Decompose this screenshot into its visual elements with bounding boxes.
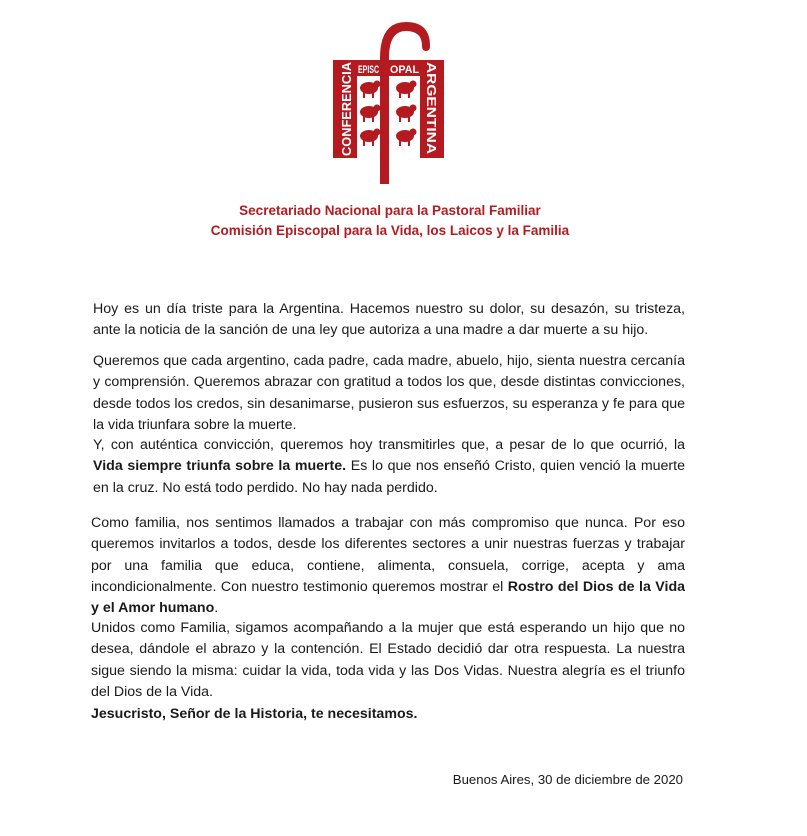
paragraph-3 <box>93 435 685 499</box>
paragraph-4-text-b: . <box>214 600 219 617</box>
closing-line: Jesucristo, Señor de la Historia, te necesitamos. <box>91 706 418 722</box>
logo-text-left: CONFERENCIA <box>339 60 354 156</box>
paragraph-1: Hoy es un día triste para la Argentina. Hacemos nuestro su dolor, su desazón, su tristeza, ante la noticia de la sanción de una ley que autoriza a una madre a dar muerte a su hijo. <box>93 301 685 339</box>
logo-text-top-a: EPISC <box>358 64 380 76</box>
paragraph-4-bold: Rostro del Dios de la Vida y el Amor humano <box>91 578 686 617</box>
place-date: Buenos Aires, 30 de diciembre de 2020 <box>452 772 683 787</box>
logo-text-top-b: OPAL <box>390 64 420 76</box>
header-line-1: Secretariado Nacional para la Pastoral Familiar <box>239 203 541 218</box>
paragraph-3-bold: Vida siempre triunfa sobre la muerte. <box>93 458 347 475</box>
paragraph-4-text-a: Como familia, nos sentimos llamados a trabajar con más compromiso que nunca. Por eso queremos invitarlos a todos, desde los diferentes sectores a unir nuestras fuerzas y trabajar por una familia que educa, contiene, alimenta, consuela, corrige, acepta y ama incondicionalmente. Con nuestro testimonio queremos mostrar el <box>91 515 685 595</box>
paragraph-2: Queremos que cada argentino, cada padre, cada madre, abuelo, hijo, sienta nuestra cercanía y comprensión. Queremos abrazar con gratitud a todos los que, desde distintas convicciones, desde todos los credos, sin desanimarse, pusieron sus esfuerzos, su esperanza y fe para que la vida triunfara sobre la muerte. <box>93 353 685 433</box>
paragraph-3-text-a: Y, con auténtica convicción, queremos hoy transmitirles que, a pesar de lo que ocurrió, la <box>93 437 685 453</box>
paragraph-4 <box>91 513 685 619</box>
paragraph-5: Unidos como Familia, sigamos acompañando a la mujer que está esperando un hijo que no desea, dándole el abrazo y la contención. El Estado decidió dar otra respuesta. La nuestra sigue siendo la misma: cuidar la vida, toda vida y las Dos Vidas. Nuestra alegría es el triunfo del Dios de la Vida. <box>91 620 685 700</box>
logo-text-right: ARGENTINA <box>424 62 439 140</box>
header-line-2: Comisión Episcopal para la Vida, los Laicos y la Familia <box>210 223 570 238</box>
conferencia-episcopal-logo <box>330 16 448 188</box>
paragraph-3-text-b: Es lo que nos enseñó Cristo, quien venció la muerte en la cruz. No está todo perdido. No hay nada perdido. <box>93 458 685 496</box>
